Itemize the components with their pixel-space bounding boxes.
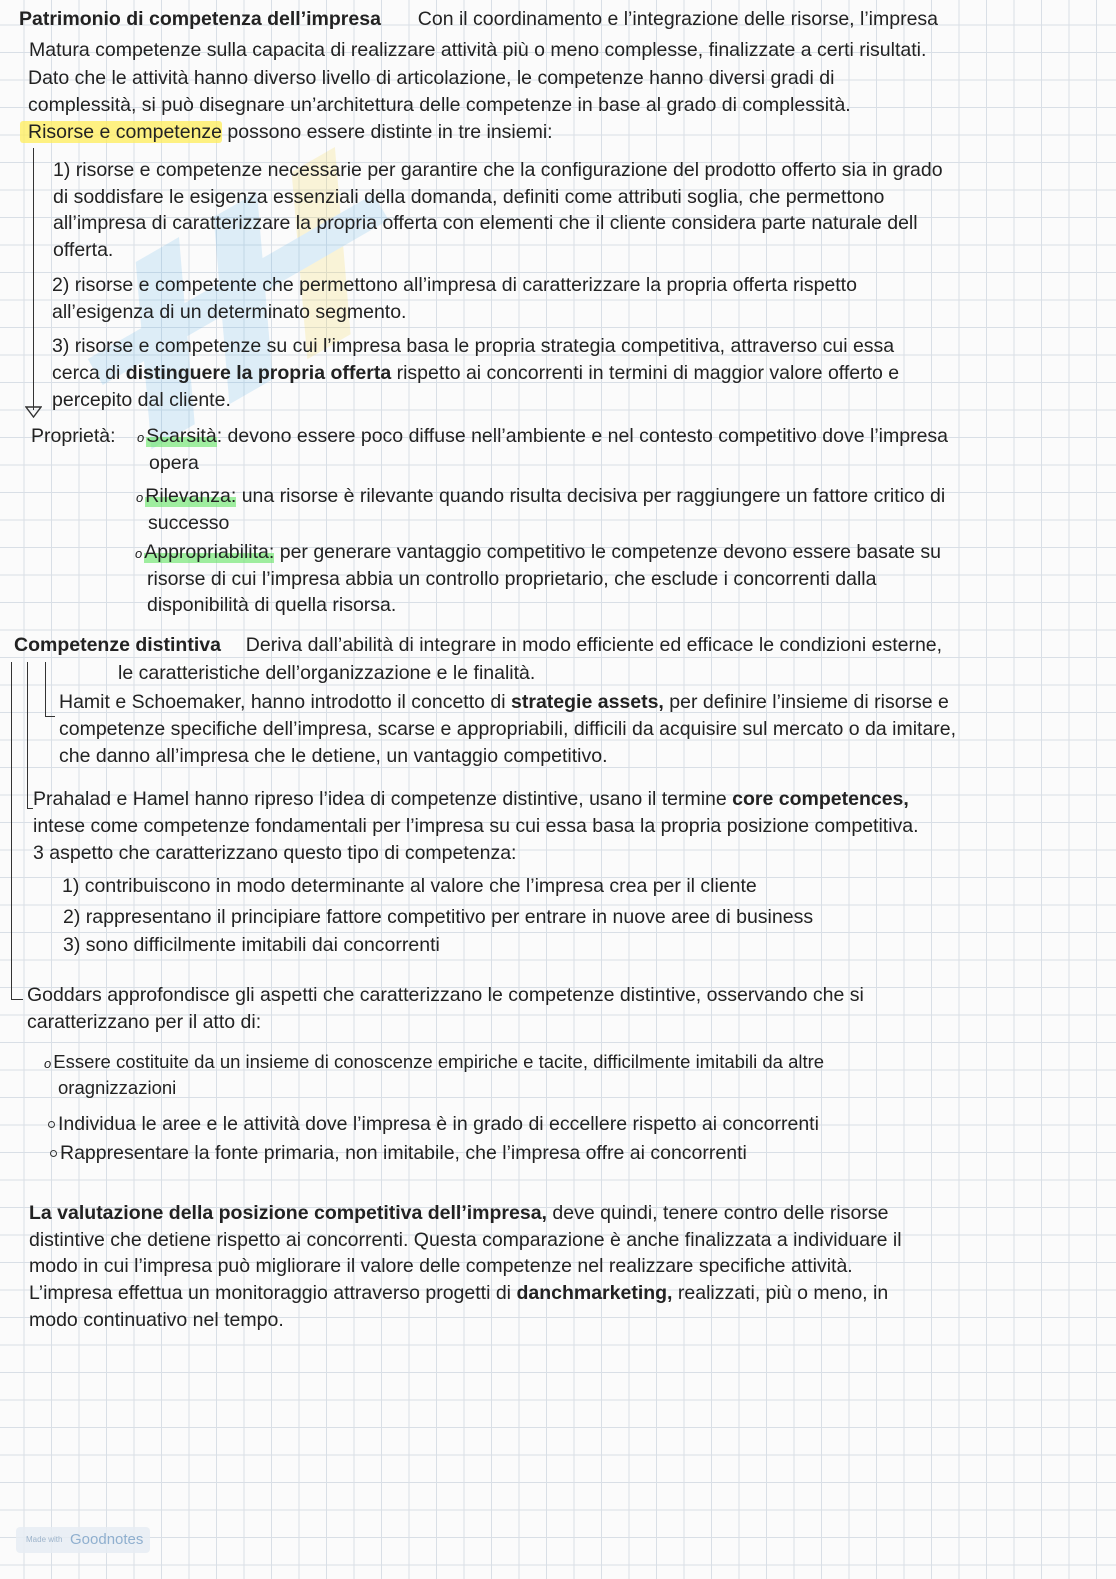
bullet-icon: o xyxy=(137,430,145,445)
goodnotes-badge xyxy=(16,1527,150,1553)
property-item-appropriabilita: o Appropriabilita: per generare vantaggio competitivo le competenze devono essere basate su xyxy=(135,541,941,563)
text-line: Matura competenze sulla capacita di realizzare attività più o meno complesse, finalizzate a certi risultati. xyxy=(29,39,927,61)
list-item: 1) contribuiscono in modo determinante al valore che l’impresa crea per il cliente xyxy=(62,875,757,897)
text-line: 3 aspetto che caratterizzano questo tipo di competenza: xyxy=(33,842,517,864)
property-cont: opera xyxy=(149,452,199,474)
made-with-label: Made with xyxy=(26,1535,63,1544)
bracket-line xyxy=(45,716,55,717)
text-line: modo in cui l’impresa può migliorare il valore delle competenze nel realizzare specifiche attività. xyxy=(29,1255,853,1277)
intro-line: Patrimonio di competenza dell’impresa Con il coordinamento e l’integrazione delle risorse, l’impresa xyxy=(19,8,939,30)
list-item: o Essere costituite da un insieme di conoscenze empiriche e tacite, difficilmente imitabili da altre xyxy=(44,1051,825,1072)
section-heading-valutazione: La valutazione della posizione competitiva dell’impresa, xyxy=(29,1202,547,1224)
property-item-scarsita: o Scarsità: devono essere poco diffuse nell’ambiente e nel contesto competitivo dove l’impresa xyxy=(137,425,949,447)
bullet-icon xyxy=(50,1150,57,1157)
list-item: all’esigenza di un determinato segmento. xyxy=(52,301,407,323)
proprieta-label: Proprietà: xyxy=(31,425,116,447)
text-line: distintive che detiene rispetto ai concorrenti. Questa comparazione è anche finalizzata a individuare il xyxy=(29,1229,902,1251)
bracket-line xyxy=(11,662,12,999)
valutazione-line: La valutazione della posizione competitiva dell’impresa, deve quindi, tenere contro delle risorse xyxy=(29,1202,889,1224)
property-term: Appropriabilita: xyxy=(144,541,275,563)
list-item: 2) risorse e competente che permettono all’impresa di caratterizzare la propria offerta rispetto xyxy=(52,274,857,296)
text-line: L’impresa effettua un monitoraggio attraverso progetti di danchmarketing, realizzati, più o meno, in xyxy=(29,1282,889,1304)
hamit-line: Hamit e Schoemaker, hanno introdotto il concetto di strategie assets, per definire l’insieme di risorse e xyxy=(59,691,949,713)
highlighted-term: Risorse e competenze xyxy=(20,121,222,143)
bracket-line xyxy=(27,662,28,808)
text-line: Goddars approfondisce gli aspetti che caratterizzano le competenze distintive, osservando che si xyxy=(27,984,864,1006)
bullet-icon xyxy=(48,1121,55,1128)
bracket-arrow-line xyxy=(33,148,34,410)
bullet-icon: o xyxy=(135,546,143,561)
list-item: Individua le aree e le attività dove l’impresa è in grado di eccellere rispetto ai concorrenti xyxy=(48,1111,819,1138)
goodnotes-logo: Goodnotes xyxy=(70,1531,144,1548)
text-line: modo continuativo nel tempo. xyxy=(29,1309,284,1331)
list-item: 3) sono difficilmente imitabili dai concorrenti xyxy=(63,934,440,956)
list-item: di soddisfare le esigenza essenziali della domanda, definiti come attributi soglia, che permettono xyxy=(53,186,885,208)
text-line: caratterizzano per il atto di: xyxy=(27,1011,262,1033)
property-term: Rilevanza: xyxy=(145,485,237,507)
property-cont: disponibilità di quella risorsa. xyxy=(147,594,397,616)
text-line: che danno all’impresa che le detiene, un vantaggio competitivo. xyxy=(59,745,608,767)
list-item: offerta. xyxy=(53,239,114,261)
bullet-icon: o xyxy=(44,1056,52,1071)
risorse-line: Risorse e competenze possono essere distinte in tre insiemi: xyxy=(20,119,553,146)
property-cont: successo xyxy=(148,512,230,534)
bracket-line xyxy=(45,662,46,716)
list-item: 1) risorse e competenze necessarie per garantire che la configurazione del prodotto offerto sia in grado xyxy=(53,159,943,181)
section-heading-competenze: Competenze distintiva xyxy=(14,634,221,656)
list-item: Rappresentare la fonte primaria, non imitabile, che l’impresa offre ai concorrenti xyxy=(50,1140,747,1167)
property-item-rilevanza: o Rilevanza: una risorse è rilevante quando risulta decisiva per raggiungere un fattore critico di xyxy=(136,485,946,507)
bracket-line xyxy=(11,999,23,1000)
property-term: Scarsità xyxy=(146,425,217,447)
list-item: all’impresa di caratterizzare la propria offerta con elementi che il cliente considera parte naturale dell xyxy=(53,212,918,234)
list-item: cerca di distinguere la propria offerta rispetto ai concorrenti in termini di maggior valore offerto e xyxy=(52,362,900,384)
bullet-icon: o xyxy=(136,490,144,505)
text-line: intese come competenze fondamentali per l’impresa su cui essa basa la propria posizione competitiva. xyxy=(33,815,919,837)
list-item-cont: oragnizzazioni xyxy=(58,1077,177,1098)
list-item: 3) risorse e competenze su cui l’impresa basa le propria strategia competitiva, attraverso cui essa xyxy=(52,335,895,357)
section-heading-patrimonio: Patrimonio di competenza dell’impresa xyxy=(19,8,381,30)
list-item: percepito dal cliente. xyxy=(52,389,231,411)
list-item: 2) rappresentano il principiare fattore competitivo per entrare in nuove aree di business xyxy=(63,906,814,928)
text-line: competenze specifiche dell’impresa, scarse e appropriabili, difficili da acquisire sul mercato o da imitare, xyxy=(59,718,957,740)
prahalad-line: Prahalad e Hamel hanno ripreso l’idea di competenze distintive, usano il termine core competences, xyxy=(33,788,909,810)
competenze-line: Competenze distintiva Deriva dall’abilità di integrare in modo efficiente ed efficace le condizioni esterne, xyxy=(14,634,943,656)
arrow-down-icon xyxy=(25,406,42,418)
property-cont: risorse di cui l’impresa abbia un controllo proprietario, che esclude i concorrenti dalla xyxy=(147,568,877,590)
text-line: Dato che le attività hanno diverso livello di articolazione, le competenze hanno diversi gradi di xyxy=(28,67,835,89)
text-line: complessità, si può disegnare un’architettura delle competenze in base al grado di complessità. xyxy=(28,94,851,116)
text-line: le caratteristiche dell’organizzazione e le finalità. xyxy=(118,662,536,684)
